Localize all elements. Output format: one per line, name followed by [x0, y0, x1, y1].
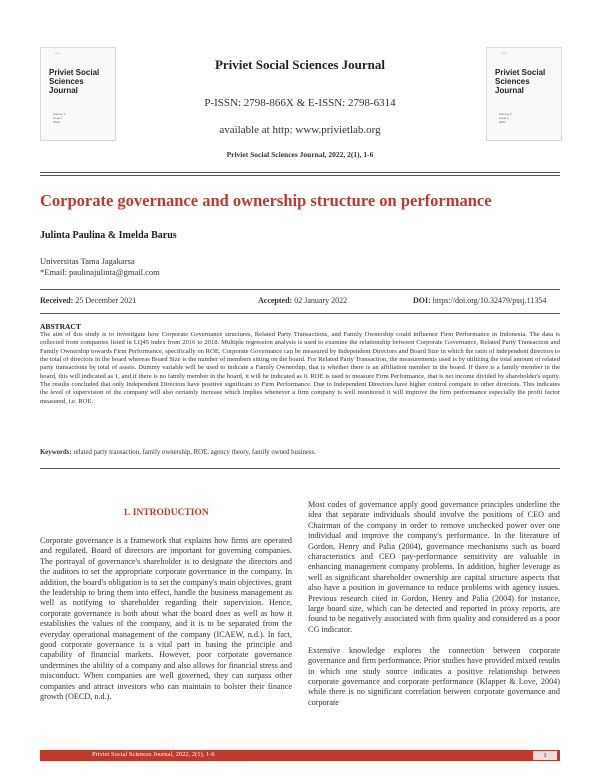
affiliation-block	[40, 256, 160, 278]
received-date: Received: 25 December 2021	[40, 296, 137, 305]
body-column-left	[40, 536, 292, 703]
paper-title: Corporate governance and ownership structure on performance	[40, 191, 492, 210]
meta-divider-top	[40, 289, 560, 290]
header-divider	[40, 172, 560, 173]
author-email[interactable]: *Email: paulinajulinta@gmail.com	[40, 267, 160, 277]
affiliation: Universitas Tama Jagakarsa	[40, 256, 135, 266]
abstract-divider	[40, 468, 560, 469]
journal-cover-left	[40, 47, 116, 141]
cover-small-text: PSSJ	[501, 52, 507, 55]
journal-citation: Priviet Social Sciences Journal, 2022, 2(1), 1-6	[226, 150, 374, 159]
cover-journal-name: Priviet Social Sciences Journal	[495, 68, 546, 95]
section-heading-introduction: 1. INTRODUCTION	[123, 508, 209, 518]
page-number: 1	[533, 751, 557, 760]
journal-title: Priviet Social Sciences Journal	[214, 57, 386, 72]
abstract-heading: ABSTRACT	[40, 322, 81, 331]
journal-cover-right	[486, 47, 562, 141]
cover-volume-info: Volume 2 Issue 1 2022	[499, 112, 512, 124]
body-column-right	[308, 500, 560, 708]
abstract-text: The aim of this study is to investigate how Corporate Governance structures, Related Party Transactions, and Family Ownership could influence Firm Performance in Indonesia. The data is collected from companies listed in LQ45 index from 2016 to 2018. Multiple regression analysis is used to examine the relationship between Corporate Governance, Related Party Transaction and Family Ownership towards Firm Performance, specifically on ROE. Corporate Governance can be measured by Independent Directors and Board Size in which the ratio of independent directors to the total of directors in the board whereas Board Size is the number of members sitting on the board. For Related Party Transaction, the measurements used is by utilizing the total amount of related party transactions by total of assets. Dummy variable will be used to indicate a Family Ownership, that is whether there is an affiliation member in the board. If there is a family member in the board, this will indicated as 1, and if there is no family member in the board, it will be indicated as 0. ROE is used to measure Firm Performance, that is net income divided by shareholder's equity. The results concluded that only Independent Directors have positive significant to Firm Performance. Due to Independent Directors have higher control compare to other directors. This indicates the level of supervision of the company will also certainly increase which implies whenever a firm company is well monitored it will improve the firm performance especially the profit factor measured, i.e. ROE.	[40, 331, 560, 405]
paragraph: Corporate governance is a framework that explains how firms are operated and regulated. Board of directors are important for governing companies. The portrayal of governance's shareholder is to designate the directors and the auditors to set the appropriate corporate governance in the company. In addition, the board's obligation is to set the company's main objectives, grant the leadership to bring them into effect, handle the business management as well as notifying to shareholder regarding their supervision. Hence, corporate governance is both about what the board does as well as how it establishes the values of the company, and it is to be separated from the everyday operational management of the company (ICAEW, n.d.). In fact, good corporate governance is a vital part in basing the principle and capability of financial markets. However, poor corporate governance undermines the ability of a company and also allows for financial stress and misconduct. When companies are well governed, they can surpass other companies and attract investors who can maintain to bolster their finance growth (OECD, n.d.).	[40, 536, 292, 702]
paragraph: Most codes of governance apply good governance principles underline the idea that separate individuals should involve the positions of CEO and Chairman of the company in order to remove unchecked power over one individual and improve the company's performance. In the literature of Gordon, Henry and Palia (2004), governance mechanisms such as board characteristics and CEO pay-performance sensitivity are valuable in enhancing management company problems. In addition, higher leverage as well as significant shareholder ownership are capital structure aspects that also have a position in governance to reduce problems with agency issues. Previous research cited in Gordon, Henry and Palia (2004) for instance, large board size, which can be detected and reported in proxy reports, are found to be negatively associated with firm quality and considered as a poor CG indicator.	[308, 500, 560, 634]
authors: Julinta Paulina & Imelda Barus	[40, 230, 177, 241]
cover-small-text: PSSJ	[55, 52, 61, 55]
keywords: Keywords: related party transaction, family ownership, ROE, agency theory, family owned business.	[40, 449, 316, 456]
availability-link[interactable]: available at http: www.privietlab.org	[219, 124, 381, 136]
doi[interactable]: DOI: https://doi.org/10.32479/pssj.11354	[413, 296, 547, 305]
accepted-date: Accepted: 02 January 2022	[258, 296, 348, 305]
paragraph: Extensive knowledge explores the connection between corporate governance and firm performance. Prior studies have provided mixed results in which one study source indicates a positive relationship between corporate governance and corporate performance (Klapper & Love, 2004) while there is no significant correlation between corporate governance and corporate	[308, 645, 560, 707]
footer-citation: Priviet Social Sciences Journal, 2022, 2(1), 1-6	[92, 751, 215, 758]
issn: P-ISSN: 2798-866X & E-ISSN: 2798-6314	[204, 97, 396, 109]
cover-volume-info: Volume 2 Issue 1 2022	[53, 112, 66, 124]
cover-journal-name: Priviet Social Sciences Journal	[49, 68, 100, 95]
header-divider-2	[40, 175, 560, 176]
meta-divider-bottom	[40, 313, 560, 314]
